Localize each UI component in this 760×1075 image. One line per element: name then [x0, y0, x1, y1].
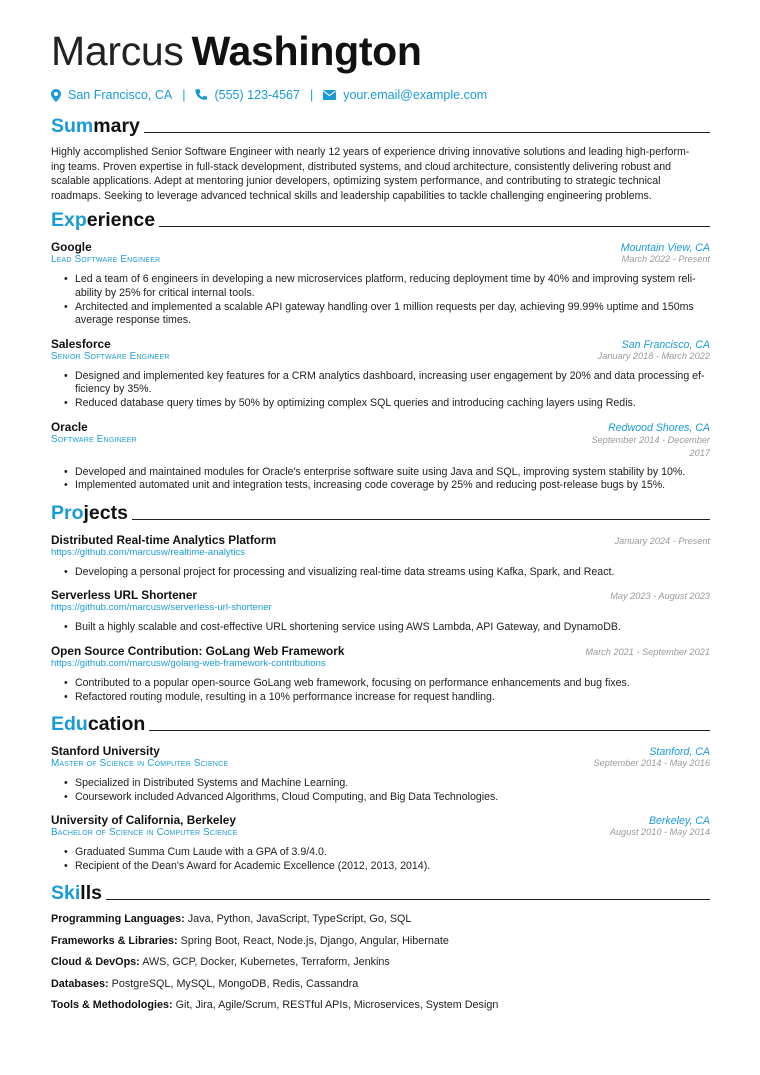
school-location: Berkeley, CA [648, 815, 710, 828]
list-item: • Coursework included Advanced Algorithms, Cloud Computing, and Big Data Technologies. [75, 791, 710, 805]
skill-category: Tools & Methodologies: [51, 999, 173, 1012]
skill-category: Databases: [51, 977, 109, 990]
project-dates: January 2024 - Present [614, 535, 710, 546]
school-location: Stanford, CA [649, 746, 710, 759]
last-name: Washington [191, 28, 422, 74]
project-title: Open Source Contribution: GoLang Web Framework [51, 643, 345, 658]
heading-rest: cation [87, 713, 146, 736]
degree: Bachelor of Science in Computer Science [51, 827, 238, 839]
contact-separator: | [182, 88, 186, 102]
list-item: • Reduced database query times by 50% by optimizing complex SQL queries and introducing caching layers using Redis. [75, 397, 710, 411]
project-bullets [51, 677, 710, 704]
list-item: • Recipient of the Dean's Award for Academic Excellence (2012, 2013, 2014). [75, 860, 710, 874]
skills-row [51, 956, 710, 969]
education-entry-berkeley [51, 813, 710, 873]
project-bullets [51, 621, 710, 635]
list-item: • Specialized in Distributed Systems and Machine Learning. [75, 777, 710, 791]
project-title: Distributed Real-time Analytics Platform [51, 532, 277, 547]
job-title: Software Engineer [51, 433, 137, 445]
list-item: • Implemented automated unit and integration tests, increasing code coverage by 25% and reducing post-release bugs by 15%. [75, 479, 710, 493]
company-name: Oracle [51, 419, 88, 434]
skill-category: Frameworks & Libraries: [51, 934, 178, 947]
education-bullets [51, 777, 710, 804]
contact-location [51, 88, 172, 102]
skill-values: Spring Boot, React, Node.js, Django, Angular, Hibernate [180, 934, 449, 947]
job-location: Redwood Shores, CA [608, 421, 710, 434]
experience-section-heading [51, 207, 710, 231]
skills-section-heading [51, 880, 710, 904]
job-title: Lead Software Engineer [51, 254, 161, 266]
job-dates: January 2018 - March 2022 [597, 350, 710, 361]
contact-line [51, 86, 710, 104]
phone-text: (555) 123-4567 [214, 88, 300, 102]
list-item: • Architected and implemented a scalable API gateway handling over 1 million requests per day, achieving 99.99% uptime and 150ms average response times. [75, 301, 710, 328]
heading-rest: lls [80, 882, 102, 905]
skills-list [51, 913, 710, 1012]
skill-category: Cloud & DevOps: [51, 956, 140, 969]
skills-row [51, 999, 710, 1012]
job-title: Senior Software Engineer [51, 350, 170, 362]
heading-rule [149, 730, 710, 731]
heading-accent: Edu [51, 713, 88, 736]
job-bullets [51, 370, 710, 411]
skill-category: Programming Languages: [51, 913, 185, 926]
heading-rest: erience [86, 209, 156, 232]
skill-values: Java, Python, JavaScript, TypeScript, Go, SQL [187, 913, 412, 926]
list-item: • Built a highly scalable and cost-effective URL shortening service using AWS Lambda, API Gateway, and DynamoDB. [75, 621, 710, 635]
heading-rest: mary [93, 115, 140, 137]
education-bullets [51, 846, 710, 873]
envelope-icon [323, 90, 336, 100]
heading-rule [106, 899, 710, 900]
experience-entry-salesforce [51, 337, 710, 411]
skill-values: Git, Jira, Agile/Scrum, RESTful APIs, Microservices, System Design [175, 999, 499, 1012]
heading-rule [132, 519, 710, 520]
list-item: • Graduated Summa Cum Laude with a GPA of 3.9/4.0. [75, 846, 710, 860]
heading-accent: Exp [51, 209, 87, 232]
project-dates: March 2021 - September 2021 [585, 646, 710, 657]
project-entry [51, 588, 710, 635]
contact-separator: | [309, 88, 314, 102]
education-dates: September 2014 - May 2016 [593, 758, 710, 769]
school-name: Stanford University [51, 744, 160, 759]
map-pin-icon [51, 89, 61, 102]
summary-paragraph: Highly accomplished Senior Software Engineer with nearly 12 years of experience driving innovative solutions and leading high-perform- ing teams. Proven expertise in full-stack development, distributed systems, and cloud architecture, consistently delivering robust and scalable applications. Adept at mentoring junior developers, optimizing system performance, and contributing to strategic technical roadmaps. Seeking to leverage advanced technical skills and leadership capabilities to tackle challenging engineering problems. [51, 146, 690, 202]
first-name: Marcus [51, 28, 184, 74]
candidate-name [51, 28, 710, 74]
education-dates: August 2010 - May 2014 [609, 827, 710, 838]
project-entry [51, 644, 710, 704]
experience-entry-oracle [51, 420, 710, 493]
job-location: Mountain View, CA [620, 242, 710, 255]
list-item: • Refactored routing module, resulting in a 10% performance increase for request handling. [75, 691, 710, 705]
project-link[interactable]: https://github.com/marcusw/golang-web-framework-contributions [51, 657, 326, 669]
company-name: Google [51, 240, 92, 255]
phone-icon [195, 89, 207, 101]
list-item: • Developing a personal project for processing and visualizing real-time data streams using Kafka, Spark, and React. [75, 566, 710, 580]
skill-values: AWS, GCP, Docker, Kubernetes, Terraform, Jenkins [142, 956, 390, 969]
project-dates: May 2023 - August 2023 [610, 591, 710, 602]
degree: Master of Science in Computer Science [51, 758, 229, 770]
heading-accent: Pro [51, 501, 84, 524]
location-text: San Francisco, CA [68, 88, 173, 102]
list-item: • Led a team of 6 engineers in developing a new microservices platform, reducing deployment time by 40% and improving system reli- ability by 25% for critical internal tools. [75, 273, 710, 300]
heading-rest: jects [83, 501, 128, 524]
list-item: • Contributed to a popular open-source GoLang web framework, focusing on performance enhancements and bug fixes. [75, 677, 710, 691]
contact-email[interactable] [323, 88, 487, 102]
education-entry-stanford [51, 744, 710, 804]
education-section-heading [51, 711, 710, 735]
list-item: • Designed and implemented key features for a CRM analytics dashboard, increasing user engagement by 20% and data processing ef- ficiency by 35%. [75, 370, 710, 397]
skills-row [51, 935, 710, 948]
job-dates: September 2014 - December 2017 [591, 434, 710, 458]
skill-values: PostgreSQL, MySQL, MongoDB, Redis, Cassandra [111, 977, 359, 990]
project-title: Serverless URL Shortener [51, 588, 197, 603]
projects-section-heading [51, 500, 710, 524]
email-text: your.email@example.com [343, 88, 488, 102]
contact-phone[interactable] [195, 88, 299, 102]
experience-entry-google [51, 240, 710, 327]
heading-rule [144, 132, 710, 133]
heading-accent: Sum [51, 115, 94, 137]
project-link[interactable]: https://github.com/marcusw/serverless-url-shortener [51, 602, 272, 614]
skills-row [51, 978, 710, 991]
list-item: • Developed and maintained modules for Oracle's enterprise software suite using Java and SQL, improving system stability by 10%. [75, 466, 710, 480]
job-location: San Francisco, CA [621, 338, 710, 351]
project-entry [51, 533, 710, 580]
company-name: Salesforce [51, 336, 111, 351]
job-dates: March 2022 - Present [621, 254, 710, 265]
project-link[interactable]: https://github.com/marcusw/realtime-analytics [51, 546, 246, 558]
project-bullets [51, 566, 710, 580]
school-name: University of California, Berkeley [51, 813, 236, 828]
job-bullets [51, 466, 710, 493]
skills-row [51, 913, 710, 926]
heading-accent: Ski [51, 882, 81, 905]
job-bullets [51, 273, 710, 327]
heading-rule [159, 226, 710, 227]
summary-section-heading [51, 113, 710, 137]
